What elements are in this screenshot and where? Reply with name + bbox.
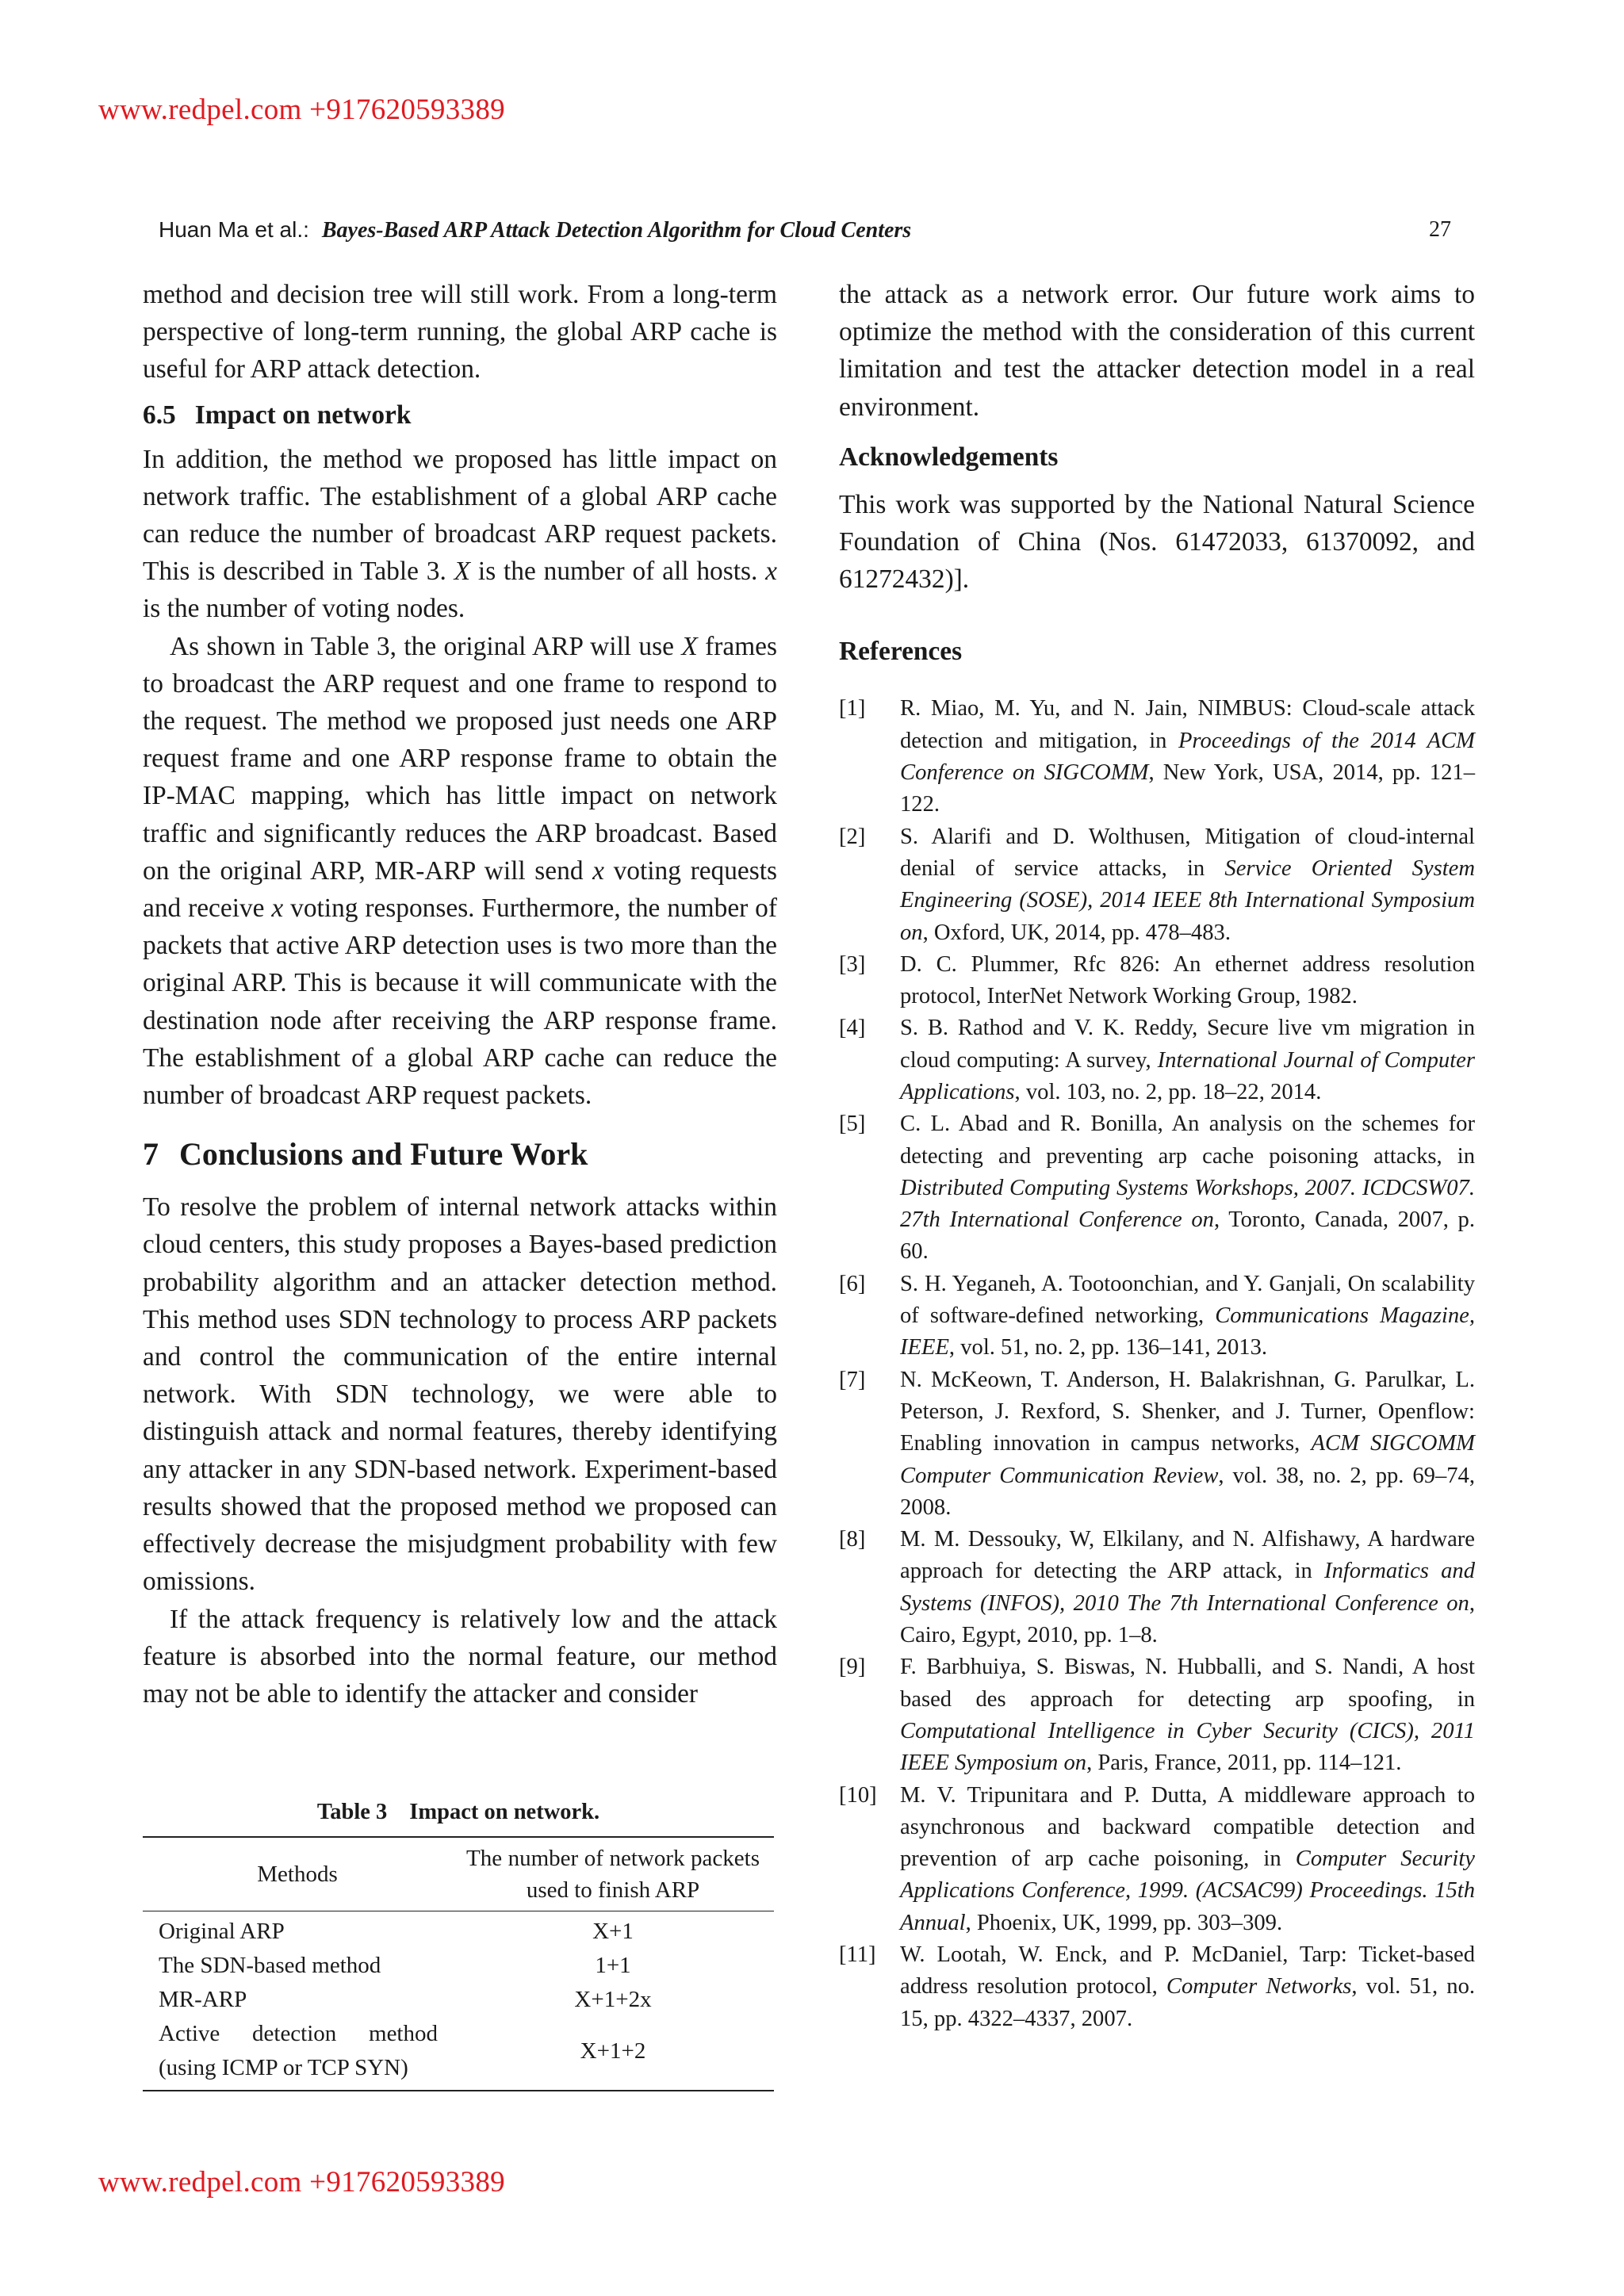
reference-item — [839, 1108, 1475, 1268]
table-header-methods: Methods — [143, 1837, 452, 1911]
intro-paragraph: method and decision tree will still work. From a long-term perspective of long-term running, the global ARP cache is useful for ARP attack detection. — [143, 280, 777, 385]
table-3 — [143, 1800, 774, 2091]
reference-details: , Phoenix, UK, 1999, pp. 303–309. — [965, 1910, 1283, 1935]
reference-number: [5] — [839, 1112, 866, 1137]
reference-item — [839, 1269, 1475, 1364]
reference-details: , vol. 103, no. 2, pp. 18–22, 2014. — [1014, 1079, 1322, 1104]
reference-item — [839, 1939, 1475, 2035]
section-6-5-number: 6.5 — [143, 400, 176, 430]
left-column — [143, 276, 777, 1712]
page-number: 27 — [1429, 217, 1451, 242]
reference-authors-title: N. McKeown, T. Anderson, H. Balakrishnan, G. Parulkar, L. Peterson, J. Rexford, S. Shenker, and J. Turner, Openflow: Enabling innovation in campus networks, — [900, 1367, 1475, 1456]
reference-authors-title: W. Lootah, W. Enck, and P. McDaniel, Tarp: Ticket-based address resolution protocol, — [900, 1942, 1475, 1999]
table-cell-value: X+1+2 — [580, 2038, 646, 2064]
math-var: x — [765, 557, 777, 587]
math-var: x — [592, 855, 604, 886]
reference-venue: Proceedings of the 2014 ACM Conference on SIGCOMM — [900, 728, 1475, 786]
reference-item — [839, 1651, 1475, 1779]
running-head-title: Bayes-Based ARP Attack Detection Algorithm for Cloud Centers — [321, 218, 912, 243]
reference-text — [900, 1780, 1475, 1939]
table-caption — [143, 1800, 774, 1825]
reference-text — [900, 1012, 1475, 1108]
reference-authors-title: M. V. Tripunitara and P. Dutta, A middleware approach to asynchronous and backward compatible detection and prevention of arp cache poisoning, in — [900, 1782, 1475, 1872]
running-head — [159, 217, 1451, 249]
reference-venue: Computer Networks — [1166, 1974, 1352, 1999]
table-cell-method: Original ARP — [159, 1919, 285, 1944]
section-6-5-paragraph-2 — [143, 628, 777, 1115]
text-run: frames to broadcast the ARP request and one frame to respond to the request. The method we proposed just needs one ARP request frame and one ARP response frame to obtain the IP-MAC mapping, which has little impact on network traffic and significantly reduces the ARP broadcast. Based on the original ARP, MR-ARP will send — [143, 631, 777, 886]
reference-text — [900, 1364, 1475, 1524]
reference-venue: ACM SIGCOMM Computer Communication Review — [900, 1431, 1475, 1488]
text-run: In addition, the method we proposed has little impact on network traffic. The establishment of a global ARP cache can reduce the number of broadcast ARP request packets. This is described in Table 3. — [143, 444, 777, 587]
reference-number: [11] — [839, 1942, 876, 1967]
table-row — [143, 1983, 774, 2017]
table-cell-method: The SDN-based method — [159, 1953, 381, 1978]
math-var: X — [454, 557, 471, 587]
math-var: X — [681, 631, 698, 661]
reference-details: , Oxford, UK, 2014, pp. 478–483. — [922, 920, 1231, 945]
section-6-5-heading — [143, 398, 777, 433]
reference-authors-title: D. C. Plummer, Rfc 826: An ethernet address resolution protocol, InterNet Network Working Group, 1982. — [900, 951, 1475, 1009]
table-row — [143, 2017, 774, 2091]
continuation-paragraph: the attack as a network error. Our future work aims to optimize the method with the consideration of this current limitation and test the attacker detection model in a real environment. — [839, 280, 1475, 422]
reference-text — [900, 693, 1475, 821]
references-heading: References — [839, 637, 963, 667]
table-cell-method: Active detection method (using ICMP or TCP SYN) — [159, 2021, 438, 2080]
reference-number: [4] — [839, 1016, 866, 1041]
table-row — [143, 1949, 774, 1983]
watermark-top: www.redpel.com +917620593389 — [98, 94, 505, 126]
reference-text — [900, 949, 1475, 1013]
reference-text — [900, 1939, 1475, 2035]
watermark-bottom: www.redpel.com +917620593389 — [98, 2166, 505, 2198]
reference-list — [839, 693, 1475, 2034]
table-header-row — [143, 1837, 774, 1911]
reference-number: [9] — [839, 1655, 866, 1680]
reference-venue: Communications Magazine, IEEE — [900, 1303, 1475, 1360]
reference-authors-title: R. Miao, M. Yu, and N. Jain, NIMBUS: Cloud-scale attack detection and mitigation, in — [900, 696, 1475, 753]
reference-details: , vol. 51, no. 15, pp. 4322–4337, 2007. — [900, 1974, 1476, 2031]
section-7-title: Conclusions and Future Work — [179, 1136, 588, 1173]
reference-number: [6] — [839, 1271, 866, 1296]
reference-number: [2] — [839, 824, 866, 849]
table-label: Table 3 — [316, 1800, 388, 1824]
reference-authors-title: C. L. Abad and R. Bonilla, An analysis on the schemes for detecting and preventing arp cache poisoning attacks, in — [900, 1112, 1475, 1169]
reference-item — [839, 821, 1475, 949]
reference-venue: Computer Security Applications Conference, 1999. (ACSAC99) Proceedings. 15th Annual — [900, 1846, 1475, 1935]
reference-item — [839, 1012, 1475, 1108]
reference-details: , vol. 38, no. 2, pp. 69–74, 2008. — [900, 1463, 1475, 1520]
reference-number: [1] — [839, 696, 866, 721]
reference-number: [3] — [839, 951, 866, 977]
reference-authors-title: S. H. Yeganeh, A. Tootoonchian, and Y. Ganjali, On scalability of software-defined networking, — [900, 1271, 1475, 1329]
acknowledgements-heading: Acknowledgements — [839, 442, 1059, 472]
text-run: voting requests and receive — [143, 855, 777, 924]
reference-details: , Cairo, Egypt, 2010, pp. 1–8. — [900, 1590, 1475, 1648]
impact-table — [143, 1836, 774, 2091]
reference-text — [900, 1269, 1475, 1364]
text-run: As shown in Table 3, the original ARP will use — [170, 631, 682, 661]
running-head-authors: Huan Ma et al.: — [159, 217, 309, 242]
reference-venue: Service Oriented System Engineering (SOSE), 2014 IEEE 8th International Symposium on — [900, 855, 1475, 945]
reference-venue: Informatics and Systems (INFOS), 2010 The 7th International Conference on — [900, 1559, 1475, 1616]
reference-item — [839, 1524, 1475, 1651]
table-cell-value: 1+1 — [595, 1953, 631, 1978]
reference-authors-title: M. M. Dessouky, W, Elkilany, and N. Alfishawy, A hardware approach for detecting the ARP attack, in — [900, 1527, 1475, 1584]
reference-details: , Toronto, Canada, 2007, p. 60. — [900, 1207, 1475, 1265]
section-7-heading — [143, 1135, 777, 1174]
reference-text — [900, 1651, 1475, 1779]
reference-item — [839, 693, 1475, 821]
reference-details: , vol. 51, no. 2, pp. 136–141, 2013. — [948, 1335, 1268, 1360]
section-6-5-title: Impact on network — [194, 400, 412, 430]
reference-number: [10] — [839, 1782, 877, 1808]
table-row — [143, 1911, 774, 1950]
reference-text — [900, 821, 1475, 949]
reference-authors-title: S. Alarifi and D. Wolthusen, Mitigation of cloud-internal denial of service attacks, in — [900, 824, 1475, 881]
table-cell-value: X+1 — [592, 1919, 634, 1944]
table-caption-text: Impact on network. — [409, 1800, 600, 1824]
text-run: voting responses. Furthermore, the number of packets that active ARP detection uses is two more than the original ARP. This is because it will communicate with the destination node after receiving the ARP response frame. The establishment of a global ARP cache can reduce the number of broadcast ARP request packets. — [143, 894, 777, 1111]
section-7-paragraph-1: To resolve the problem of internal network attacks within cloud centers, this study proposes a Bayes-based prediction probability algorithm and an attacker detection method. This method uses SDN technology to process ARP packets and control the communication of the entire internal network. With SDN technology, we were able to distinguish attack and normal features, thereby identifying any attacker in any SDN-based network. Experiment-based results showed that the proposed method we proposed can effectively decrease the misjudgment probability with few omissions. — [143, 1192, 777, 1597]
reference-item — [839, 949, 1475, 1013]
section-7-paragraph-2: If the attack frequency is relatively low and the attack feature is absorbed into the normal feature, our method may not be able to identify the attacker and consider — [143, 1604, 777, 1709]
reference-item — [839, 1364, 1475, 1524]
table-cell-value: X+1+2x — [574, 1987, 652, 2012]
reference-authors-title: S. B. Rathod and V. K. Reddy, Secure live vm migration in cloud computing: A survey, — [900, 1016, 1475, 1073]
reference-number: [7] — [839, 1367, 866, 1392]
reference-venue: Computational Intelligence in Cyber Security (CICS), 2011 IEEE Symposium on — [900, 1718, 1475, 1776]
reference-number: [8] — [839, 1527, 866, 1552]
reference-details: , Paris, France, 2011, pp. 114–121. — [1086, 1751, 1402, 1776]
table-cell-method: MR-ARP — [159, 1987, 247, 2012]
reference-authors-title: F. Barbhuiya, S. Biswas, N. Hubballi, and S. Nandi, A host based des approach for detecting arp spoofing, in — [900, 1655, 1475, 1712]
reference-text — [900, 1524, 1475, 1651]
math-var: x — [271, 894, 284, 924]
reference-details: , New York, USA, 2014, pp. 121–122. — [900, 760, 1475, 817]
section-7-number: 7 — [143, 1136, 159, 1173]
text-run: is the number of all hosts. — [470, 557, 766, 587]
right-column — [839, 276, 1475, 2035]
reference-text — [900, 1108, 1475, 1268]
text-run: is the number of voting nodes. — [143, 594, 465, 624]
reference-venue: Distributed Computing Systems Workshops, 2007. ICDCSW07. 27th International Conference on — [900, 1175, 1475, 1233]
reference-item — [839, 1780, 1475, 1939]
reference-venue: International Journal of Computer Applications — [900, 1047, 1475, 1104]
section-6-5-paragraph-1 — [143, 441, 777, 628]
acknowledgements-text: This work was supported by the National Natural Science Foundation of China (Nos. 61472033, 61370092, and 61272432)]. — [839, 489, 1475, 595]
table-header-packets: The number of network packets used to finish ARP — [452, 1837, 774, 1911]
